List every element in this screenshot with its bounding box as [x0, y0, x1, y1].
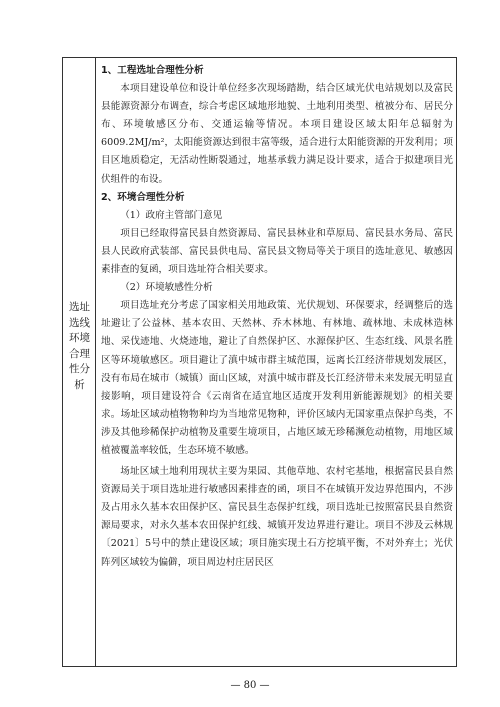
section1-paragraph: 本项目建设单位和设计单位经多次现场踏勘，结合区域光伏电站规划以及富民县能源资源分布调查，综合考虑区域地形地貌、土地利用类型、植被分布、居民分布、环境敏感区分布、交通运输等情况。本项目建设区域太阳年总辐射为6009.2MJ/m²，太阳能资源达到很丰富等级，适合进行太阳能资源的开发利用；项目区地质稳定，无活动性断裂通过，地基承载力满足设计要求，适合于拟建项目光伏组件的布设。: [101, 83, 453, 185]
row-label-line-2: 选线: [69, 316, 90, 329]
assessment-table: [62, 57, 457, 667]
land-use-paragraph: 场址区域土地利用现状主要为果园、其他草地、农村宅基地，根据富民县自然资源局关于项目选址进行敏感因素排查的函，项目不在城镇开发边界范围内，不涉及占用永久基本农田保护区、富民县生态保护红线，项目选址已按照富民县自然资源局要求，对永久基本农田保护红线、城镇开发边界进行避让。项目不涉及云林规〔2021〕5号中的禁止建设区域；项目施实现土石方挖填平衡，不对外弃土；光伏阵列区域较为偏僻，项目周边村庄居民区: [101, 466, 453, 568]
page-number: — 80 —: [230, 680, 270, 691]
row-label-line-3: 环境: [69, 332, 90, 344]
section2-heading: 2、环境合理性分析: [101, 191, 185, 203]
subsection1-title: （1）政府主管部门意见: [120, 209, 223, 221]
row-label-line-4: 合理: [69, 347, 90, 360]
subsection1-paragraph: 项目已经取得富民县自然资源局、富民县林业和草原局、富民县水务局、富民县人民政府武装部、富民县供电局、富民县文物局等关于项目的选址意见、敏感因素排查的复函，项目选址符合相关要求。: [101, 227, 453, 276]
label-column: [63, 58, 96, 666]
row-label-line-6: 析: [74, 378, 85, 391]
section1-heading: 1、工程选址合理性分析: [101, 65, 204, 76]
subsection2-paragraph: 项目选址充分考虑了国家相关用地政策、光伏规划、环保要求，经调整后的选址避让了公益林、基本农田、天然林、乔木林地、有林地、疏林地、未成林造林地、采伐迹地、火烧迹地，避让了自然保护区、水源保护区、生态红线、风景名胜区等环境敏感区。项目避让了滇中城市群主城范围，远离长江经济带规划发展区，没有布局在城市（城镇）面山区域，对滇中城市群及长江经济带未来发展无明显直接影响，项目建设符合《云南省在适宜地区适度开发利用新能源规划》的相关要求。场址区域动植物物种均为当地常见物种，评价区域内无国家重点保护鸟类，不涉及其他珍稀保护动植物及重要生境项目，占地区域无珍稀濒危动植物，用地区域植被覆盖率较低，生态环境不敏感。: [101, 300, 453, 456]
row-label: [63, 300, 96, 393]
row-label-line-5: 性分: [69, 363, 90, 375]
content-cell: [101, 62, 453, 572]
subsection2-title: （2）环境敏感性分析: [120, 282, 213, 294]
row-label-line-1: 选址: [69, 301, 90, 313]
